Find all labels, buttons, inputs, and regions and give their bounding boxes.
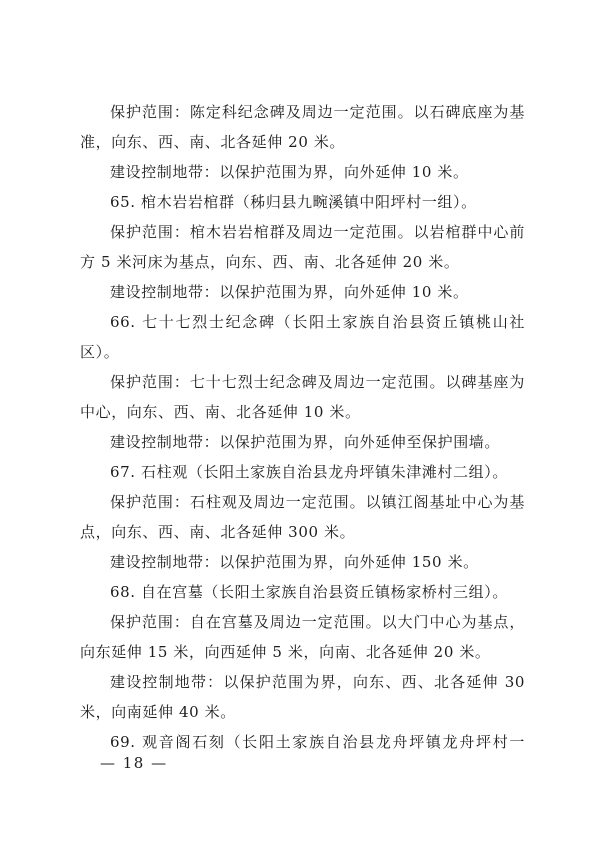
paragraph-line: 65. 棺木岩岩棺群（秭归县九畹溪镇中阳坪村一组）。 (110, 193, 477, 211)
paragraph-line: 方 5 米河床为基点，向东、西、南、北各延伸 20 米。 (80, 253, 460, 271)
construction-control-paragraph (80, 427, 525, 457)
protection-range-paragraph (80, 487, 525, 547)
paragraph-line: 准，向东、西、南、北各延伸 20 米。 (80, 133, 346, 151)
paragraph-line: 保护范围：自在宫墓及周边一定范围。以大门中心为基点， (110, 613, 525, 631)
paragraph-line: 保护范围：石柱观及周边一定范围。以镇江阁基址中心为基 (110, 493, 525, 511)
paragraph-line: 保护范围：七十七烈士纪念碑及周边一定范围。以碑基座为 (110, 373, 525, 391)
paragraph-line: 向东延伸 15 米，向西延伸 5 米，向南、北各延伸 20 米。 (80, 643, 491, 661)
paragraph-line: 建设控制地带：以保护范围为界，向外延伸 150 米。 (110, 553, 479, 571)
protection-range-paragraph (80, 97, 525, 157)
document-body (80, 97, 525, 757)
paragraph-line: 点，向东、西、南、北各延伸 300 米。 (80, 523, 356, 541)
page-number: — 18 — (100, 754, 168, 772)
construction-control-paragraph (80, 277, 525, 307)
entry-heading-67 (80, 457, 525, 487)
paragraph-line: 保护范围：棺木岩岩棺群及周边一定范围。以岩棺群中心前 (110, 223, 525, 241)
protection-range-paragraph (80, 367, 525, 427)
paragraph-line: 68. 自在宫墓（长阳土家族自治县资丘镇杨家桥村三组）。 (110, 583, 508, 601)
paragraph-line: 保护范围：陈定科纪念碑及周边一定范围。以石碑底座为基 (110, 103, 525, 121)
paragraph-line: 66. 七十七烈士纪念碑（长阳土家族自治县资丘镇桃山社 (110, 313, 525, 331)
entry-heading-65 (80, 187, 525, 217)
construction-control-paragraph (80, 547, 525, 577)
construction-control-paragraph (80, 157, 525, 187)
entry-heading-68 (80, 577, 525, 607)
protection-range-paragraph (80, 217, 525, 277)
entry-heading-66 (80, 307, 525, 367)
paragraph-line: 67. 石柱观（长阳土家族自治县龙舟坪镇朱津滩村二组）。 (110, 463, 508, 481)
paragraph-line: 建设控制地带：以保护范围为界，向外延伸 10 米。 (110, 283, 469, 301)
paragraph-line: 中心，向东、西、南、北各延伸 10 米。 (80, 403, 361, 421)
protection-range-paragraph (80, 607, 525, 667)
paragraph-line: 69. 观音阁石刻（长阳土家族自治县龙舟坪镇龙舟坪村一 (110, 733, 525, 751)
construction-control-paragraph (80, 667, 525, 727)
paragraph-line: 区）。 (80, 343, 120, 361)
paragraph-line: 建设控制地带：以保护范围为界，向外延伸 10 米。 (110, 163, 469, 181)
paragraph-line: 米，向南延伸 40 米。 (80, 703, 236, 721)
paragraph-line: 建设控制地带：以保护范围为界，向东、西、北各延伸 30 (110, 673, 525, 691)
paragraph-line: 建设控制地带：以保护范围为界，向外延伸至保护围墙。 (110, 433, 501, 451)
